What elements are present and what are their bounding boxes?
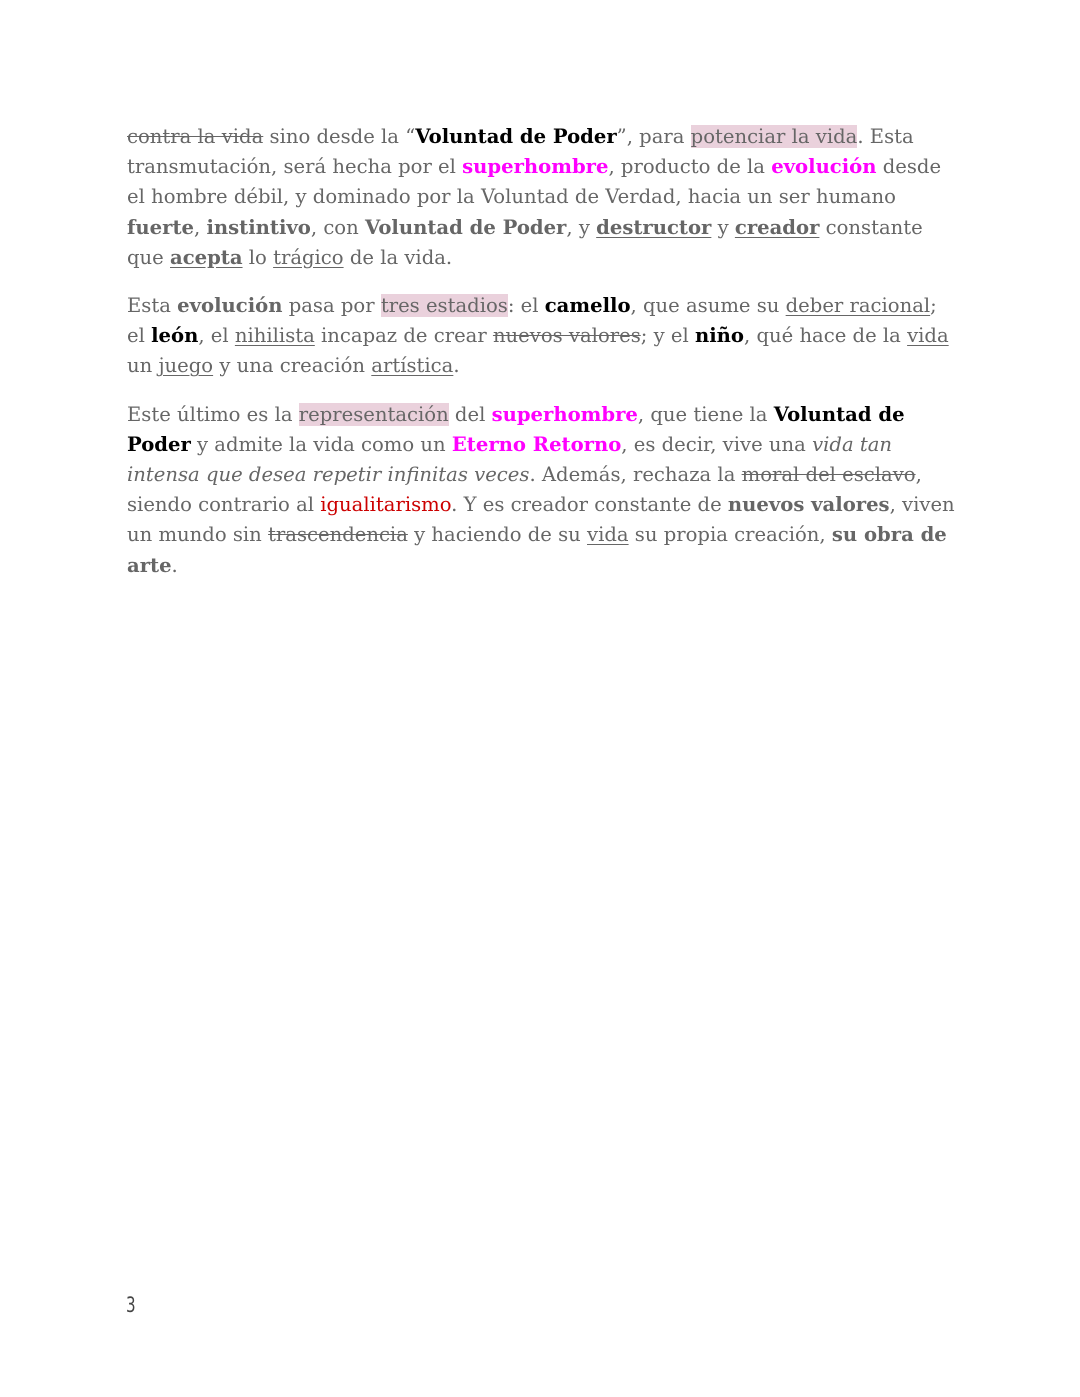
text-segment-italic: vida tan intensa que desea repetir infinitas veces: [127, 432, 893, 487]
text-segment-strike: moral del esclavo: [741, 463, 916, 487]
paragraph-1: [127, 122, 957, 273]
text-segment-plain: y admite la vida como un: [190, 432, 452, 456]
text-segment-underline: deber racional: [785, 294, 931, 318]
text-segment-magenta: Eterno Retorno: [451, 432, 622, 456]
text-segment-plain: del: [448, 402, 492, 426]
text-segment-plain: constante que: [127, 215, 923, 269]
text-segment-bold: nuevos valores: [727, 493, 890, 517]
text-segment-plain: .: [171, 553, 178, 577]
text-segment-magenta: superhombre: [462, 155, 609, 179]
text-segment-underline: vida: [907, 324, 949, 348]
text-segment-plain: desde el hombre débil, y dominado por la Voluntad de Verdad, hacia un ser humano: [127, 155, 942, 209]
text-segment-bold-underline: destructor: [596, 215, 712, 239]
text-segment-bold: Voluntad de Poder: [364, 215, 567, 239]
text-segment-plain: , es decir, vive una: [621, 432, 813, 456]
text-segment-bold-black: león: [151, 324, 199, 348]
text-segment-plain: su propia creación,: [628, 523, 832, 547]
text-segment-plain: . Y es creador constante de: [451, 493, 728, 517]
text-segment-plain: sino desde la “: [263, 125, 416, 148]
text-segment-bold: fuerte: [127, 215, 194, 239]
text-segment-plain: de la vida.: [343, 245, 453, 269]
text-segment-plain: . Además, rechaza la: [529, 463, 742, 487]
text-segment-plain: ; y el: [640, 324, 695, 348]
text-segment-plain: pasa por: [282, 294, 381, 318]
text-segment-strike: trascendencia: [268, 523, 408, 547]
text-segment-plain: y: [711, 215, 735, 239]
text-segment-plain: , siendo contrario al: [127, 463, 922, 517]
text-segment-plain: . Esta transmutación, será hecha por el: [127, 125, 914, 179]
document-body: [127, 122, 957, 599]
text-segment-plain: ,: [193, 215, 207, 239]
text-segment-bold-black: niño: [694, 324, 744, 348]
text-segment-plain: ; el: [127, 294, 937, 348]
text-segment-plain: Esta: [127, 294, 178, 318]
text-segment-highlight: potenciar la vida: [690, 125, 858, 148]
text-segment-bold: instintivo: [206, 215, 311, 239]
text-segment-highlight: representación: [298, 402, 449, 426]
text-segment-underline: artística: [371, 354, 454, 378]
text-segment-bold-underline: creador: [734, 215, 820, 239]
text-segment-plain: , con: [310, 215, 365, 239]
text-segment-plain: y haciendo de su: [407, 523, 588, 547]
text-segment-plain: Este último es la: [127, 402, 299, 426]
text-segment-underline: juego: [158, 354, 214, 378]
paragraph-2: [127, 291, 957, 382]
text-segment-magenta: evolución: [771, 155, 877, 179]
text-segment-strike: nuevos valores: [492, 324, 641, 348]
text-segment-plain: ”, para: [616, 125, 691, 148]
text-segment-strike: contra la vida: [127, 125, 264, 148]
text-segment-plain: , que asume su: [630, 294, 786, 318]
text-segment-bold-underline: acepta: [170, 245, 243, 269]
text-segment-plain: y una creación: [213, 354, 372, 378]
page-number: 3: [126, 1293, 136, 1317]
text-segment-underline: trágico: [273, 245, 344, 269]
text-segment-plain: , producto de la: [608, 155, 772, 179]
text-segment-bold-black: Voluntad de Poder: [415, 125, 617, 148]
text-segment-plain: , que tiene la: [637, 402, 774, 426]
text-segment-red: igualitarismo: [320, 493, 452, 517]
text-segment-magenta: superhombre: [491, 402, 638, 426]
text-segment-bold: evolución: [177, 294, 283, 318]
text-segment-bold-black: camello: [544, 294, 631, 318]
text-segment-highlight: tres estadios: [380, 294, 508, 318]
text-segment-plain: , el: [198, 324, 235, 348]
text-segment-plain: , y: [566, 215, 597, 239]
text-segment-plain: .: [453, 354, 460, 378]
text-segment-plain: un: [127, 354, 159, 378]
text-segment-underline: nihilista: [234, 324, 315, 348]
text-segment-plain: , viven un mundo sin: [127, 493, 955, 547]
text-segment-plain: incapaz de crear: [314, 324, 493, 348]
text-segment-bold: su obra de arte: [127, 523, 947, 577]
paragraph-3: [127, 400, 957, 581]
text-segment-plain: : el: [507, 294, 545, 318]
text-segment-underline: vida: [587, 523, 629, 547]
text-segment-plain: , qué hace de la: [744, 324, 908, 348]
text-segment-bold-black: Voluntad de Poder: [127, 402, 905, 456]
text-segment-plain: lo: [242, 245, 274, 269]
